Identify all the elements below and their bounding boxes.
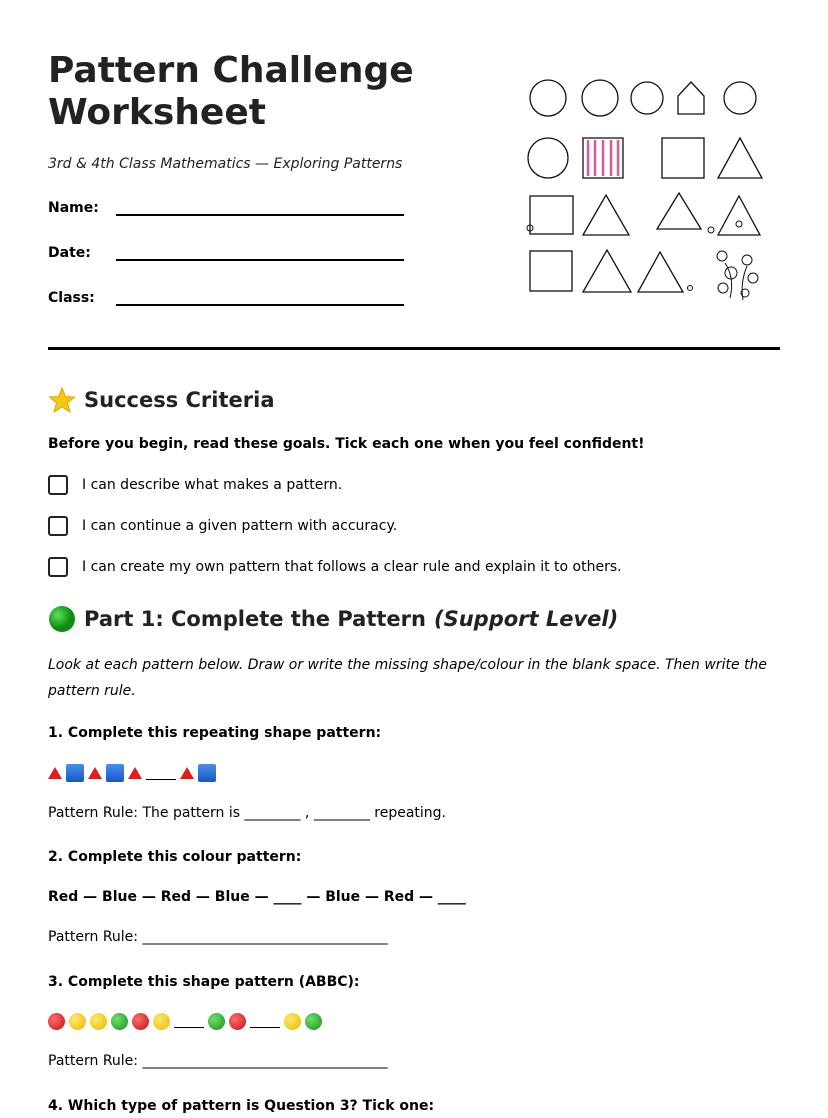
green-circle-icon	[305, 1013, 322, 1030]
answer-blank[interactable]	[250, 1015, 280, 1028]
green-circle-icon	[208, 1013, 225, 1030]
criteria-text: I can continue a given pattern with accuracy.	[82, 518, 398, 534]
subtitle: 3rd & 4th Class Mathematics — Exploring Patterns	[48, 156, 403, 172]
q4-label: 4. Which type of pattern is Question 3? Tick one:	[48, 1098, 435, 1114]
blue-square-icon	[66, 764, 84, 782]
red-triangle-icon	[88, 767, 102, 779]
triangle-shape	[718, 196, 760, 235]
circle-shape	[528, 138, 568, 178]
house-shape	[678, 82, 704, 114]
success-criteria-heading	[48, 386, 275, 414]
q2-sequence: Red — Blue — Red — Blue — ____ — Blue — Red — ____	[48, 889, 466, 905]
answer-blank[interactable]	[174, 1015, 204, 1028]
part1-instructions: Look at each pattern below. Draw or write the missing shape/colour in the blank space. Then write the pattern rule.	[48, 657, 767, 699]
square-shape	[530, 196, 573, 234]
circle-shape	[582, 80, 618, 116]
blue-square-icon	[106, 764, 124, 782]
red-triangle-icon	[48, 767, 62, 779]
date-label: Date:	[48, 245, 91, 261]
q3-sequence	[48, 1013, 322, 1030]
name-line[interactable]	[116, 214, 404, 216]
circle-shape	[631, 82, 663, 114]
part1-heading	[48, 605, 618, 633]
q2-rule: Pattern Rule: ___________________________________	[48, 929, 388, 945]
checkbox[interactable]	[48, 516, 68, 536]
red-triangle-icon	[128, 767, 142, 779]
star-icon	[48, 386, 76, 414]
red-circle-icon	[48, 1013, 65, 1030]
red-circle-icon	[229, 1013, 246, 1030]
criteria-item[interactable]	[48, 516, 397, 536]
date-line[interactable]	[116, 259, 404, 261]
triangle-shape	[638, 252, 683, 292]
answer-blank[interactable]	[146, 767, 176, 780]
circle-shape	[724, 82, 756, 114]
yellow-circle-icon	[284, 1013, 301, 1030]
q2-label: 2. Complete this colour pattern:	[48, 849, 302, 865]
criteria-item[interactable]	[48, 475, 342, 495]
shapes-illustration	[525, 78, 770, 303]
triangle-shape	[657, 193, 701, 229]
criteria-text: I can describe what makes a pattern.	[82, 477, 343, 493]
name-field[interactable]	[48, 200, 99, 216]
triangle-shape	[718, 138, 762, 178]
circle-shape	[530, 80, 566, 116]
yellow-circle-icon	[69, 1013, 86, 1030]
red-triangle-icon	[180, 767, 194, 779]
part1-heading-text: Part 1: Complete the Pattern	[84, 607, 426, 631]
q1-sequence	[48, 764, 216, 782]
class-line[interactable]	[116, 304, 404, 306]
success-heading-text: Success Criteria	[84, 388, 275, 412]
success-intro: Before you begin, read these goals. Tick each one when you feel confident!	[48, 436, 645, 452]
q3-label: 3. Complete this shape pattern (ABBC):	[48, 974, 360, 990]
checkbox[interactable]	[48, 475, 68, 495]
green-circle-icon	[111, 1013, 128, 1030]
q3-rule: Pattern Rule: ___________________________________	[48, 1053, 388, 1069]
name-label: Name:	[48, 200, 99, 216]
square-shape	[662, 138, 704, 178]
class-label: Class:	[48, 290, 95, 306]
date-field[interactable]	[48, 245, 91, 261]
triangle-shape	[583, 250, 631, 292]
yellow-circle-icon	[153, 1013, 170, 1030]
checkbox[interactable]	[48, 557, 68, 577]
square-shape	[530, 251, 572, 291]
green-circle-icon	[48, 605, 76, 633]
criteria-text: I can create my own pattern that follows a clear rule and explain it to others.	[82, 559, 622, 575]
criteria-item[interactable]	[48, 557, 622, 577]
triangle-shape	[583, 195, 629, 235]
section-divider	[48, 347, 780, 350]
yellow-circle-icon	[90, 1013, 107, 1030]
red-circle-icon	[132, 1013, 149, 1030]
blue-square-icon	[198, 764, 216, 782]
class-field[interactable]	[48, 290, 95, 306]
part1-level: (Support Level)	[433, 607, 619, 631]
q1-label: 1. Complete this repeating shape pattern:	[48, 725, 382, 741]
q1-rule: Pattern Rule: The pattern is ________ , ________ repeating.	[48, 805, 447, 821]
page-title: Pattern Challenge Worksheet	[48, 50, 414, 133]
